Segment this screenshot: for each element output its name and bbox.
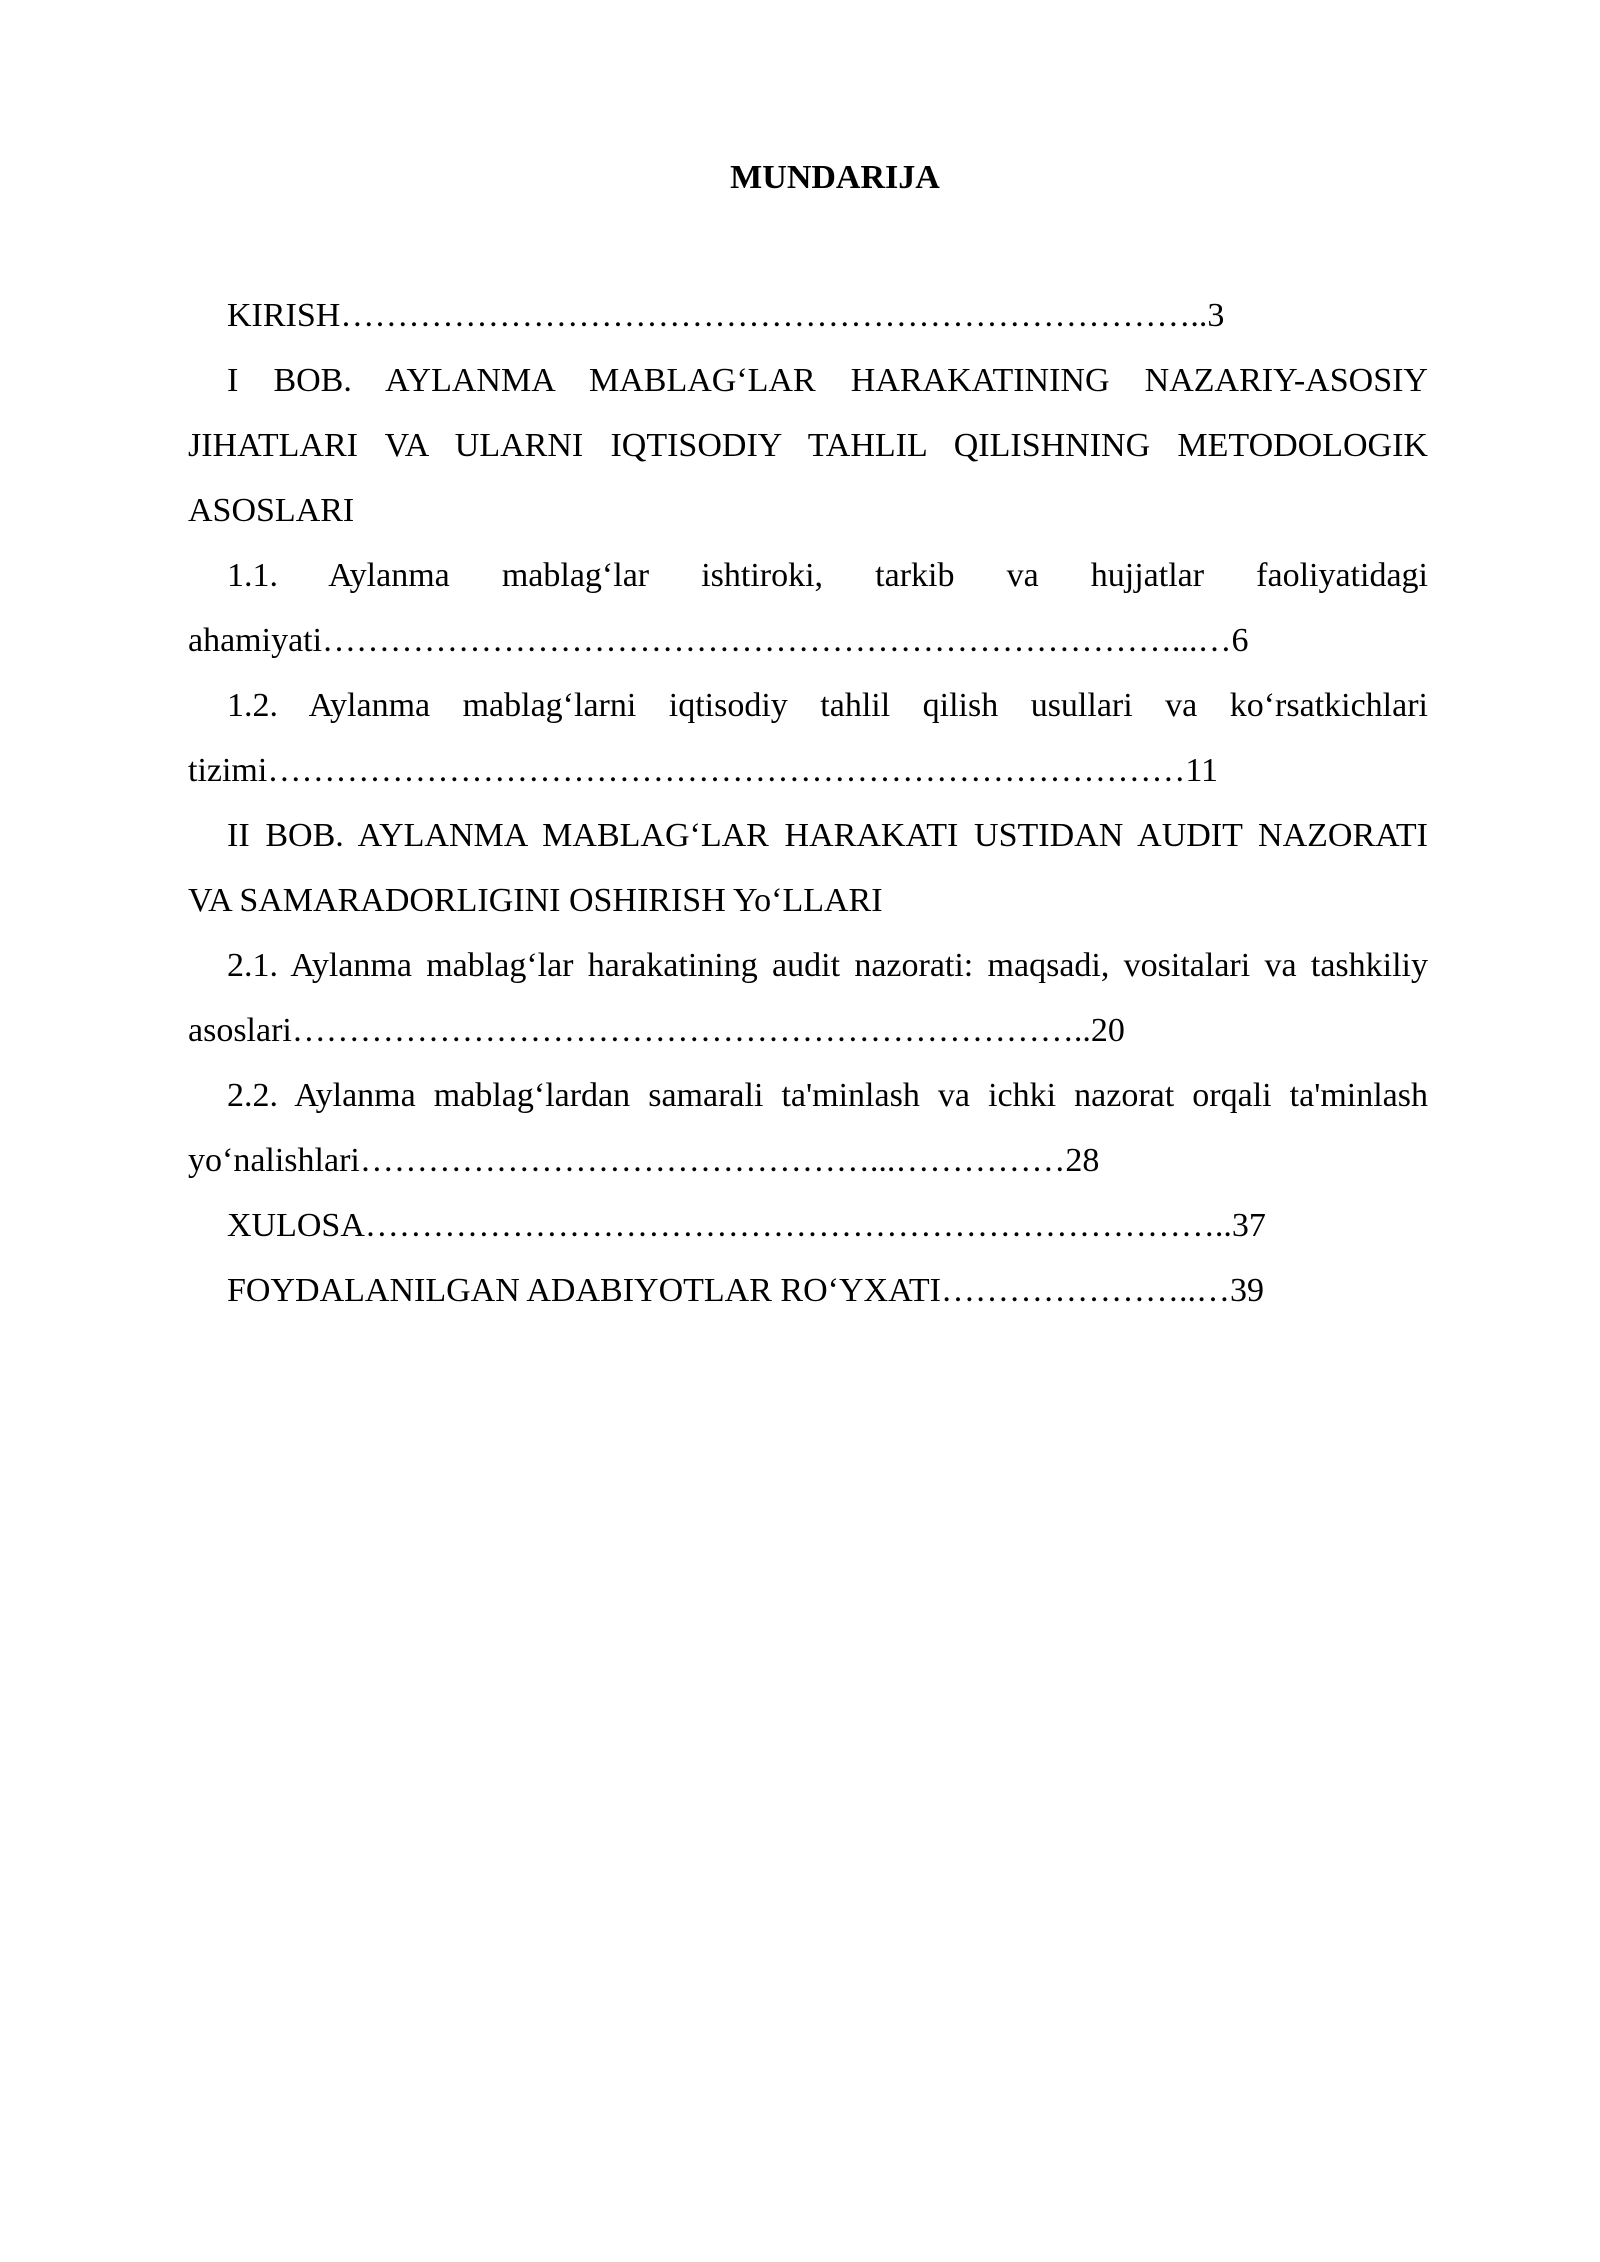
toc-entry-section-2-1: 2.1. Aylanma mablag‘lar harakatining audit nazorati: maqsadi, vositalari va tashkiliy asoslari……………………………………………………………..20 — [188, 947, 1428, 1049]
toc-entry-section-1-2: 1.2. Aylanma mablag‘larni iqtisodiy tahlil qilish usullari va ko‘rsatkichlari tizimi………………………………………………………………………11 — [188, 687, 1428, 789]
toc-entry-section-1-1: 1.1. Aylanma mablag‘lar ishtiroki, tarkib va hujjatlar faoliyatidagi ahamiyati…………………………………………………………………...…6 — [188, 557, 1428, 659]
page-title: MUNDARIJA — [730, 159, 940, 196]
toc-entry-kirish: KIRISH…………………………………………………………………..3 — [227, 297, 1225, 334]
toc-entry-bibliography: FOYDALANILGAN ADABIYOTLAR RO‘YXATI…………………..…39 — [227, 1272, 1264, 1309]
toc-entry-section-2-2: 2.2. Aylanma mablag‘lardan samarali ta'minlash va ichki nazorat orqali ta'minlash yo‘nalishlari………………………………………...……………28 — [188, 1077, 1428, 1179]
toc-entry-xulosa: XULOSA…………………………………………………………………..37 — [227, 1207, 1266, 1244]
table-of-contents — [188, 283, 1428, 1323]
toc-entry-chapter-1: I BOB. AYLANMA MABLAG‘LAR HARAKATINING NAZARIY-ASOSIY JIHATLARI VA ULARNI IQTISODIY TAHLIL QILISHNING METODOLOGIK ASOSLARI — [188, 362, 1428, 529]
toc-entry-chapter-2: II BOB. AYLANMA MABLAG‘LAR HARAKATI USTIDAN AUDIT NAZORATI VA SAMARADORLIGINI OSHIRISH Yo‘LLARI — [188, 817, 1428, 919]
